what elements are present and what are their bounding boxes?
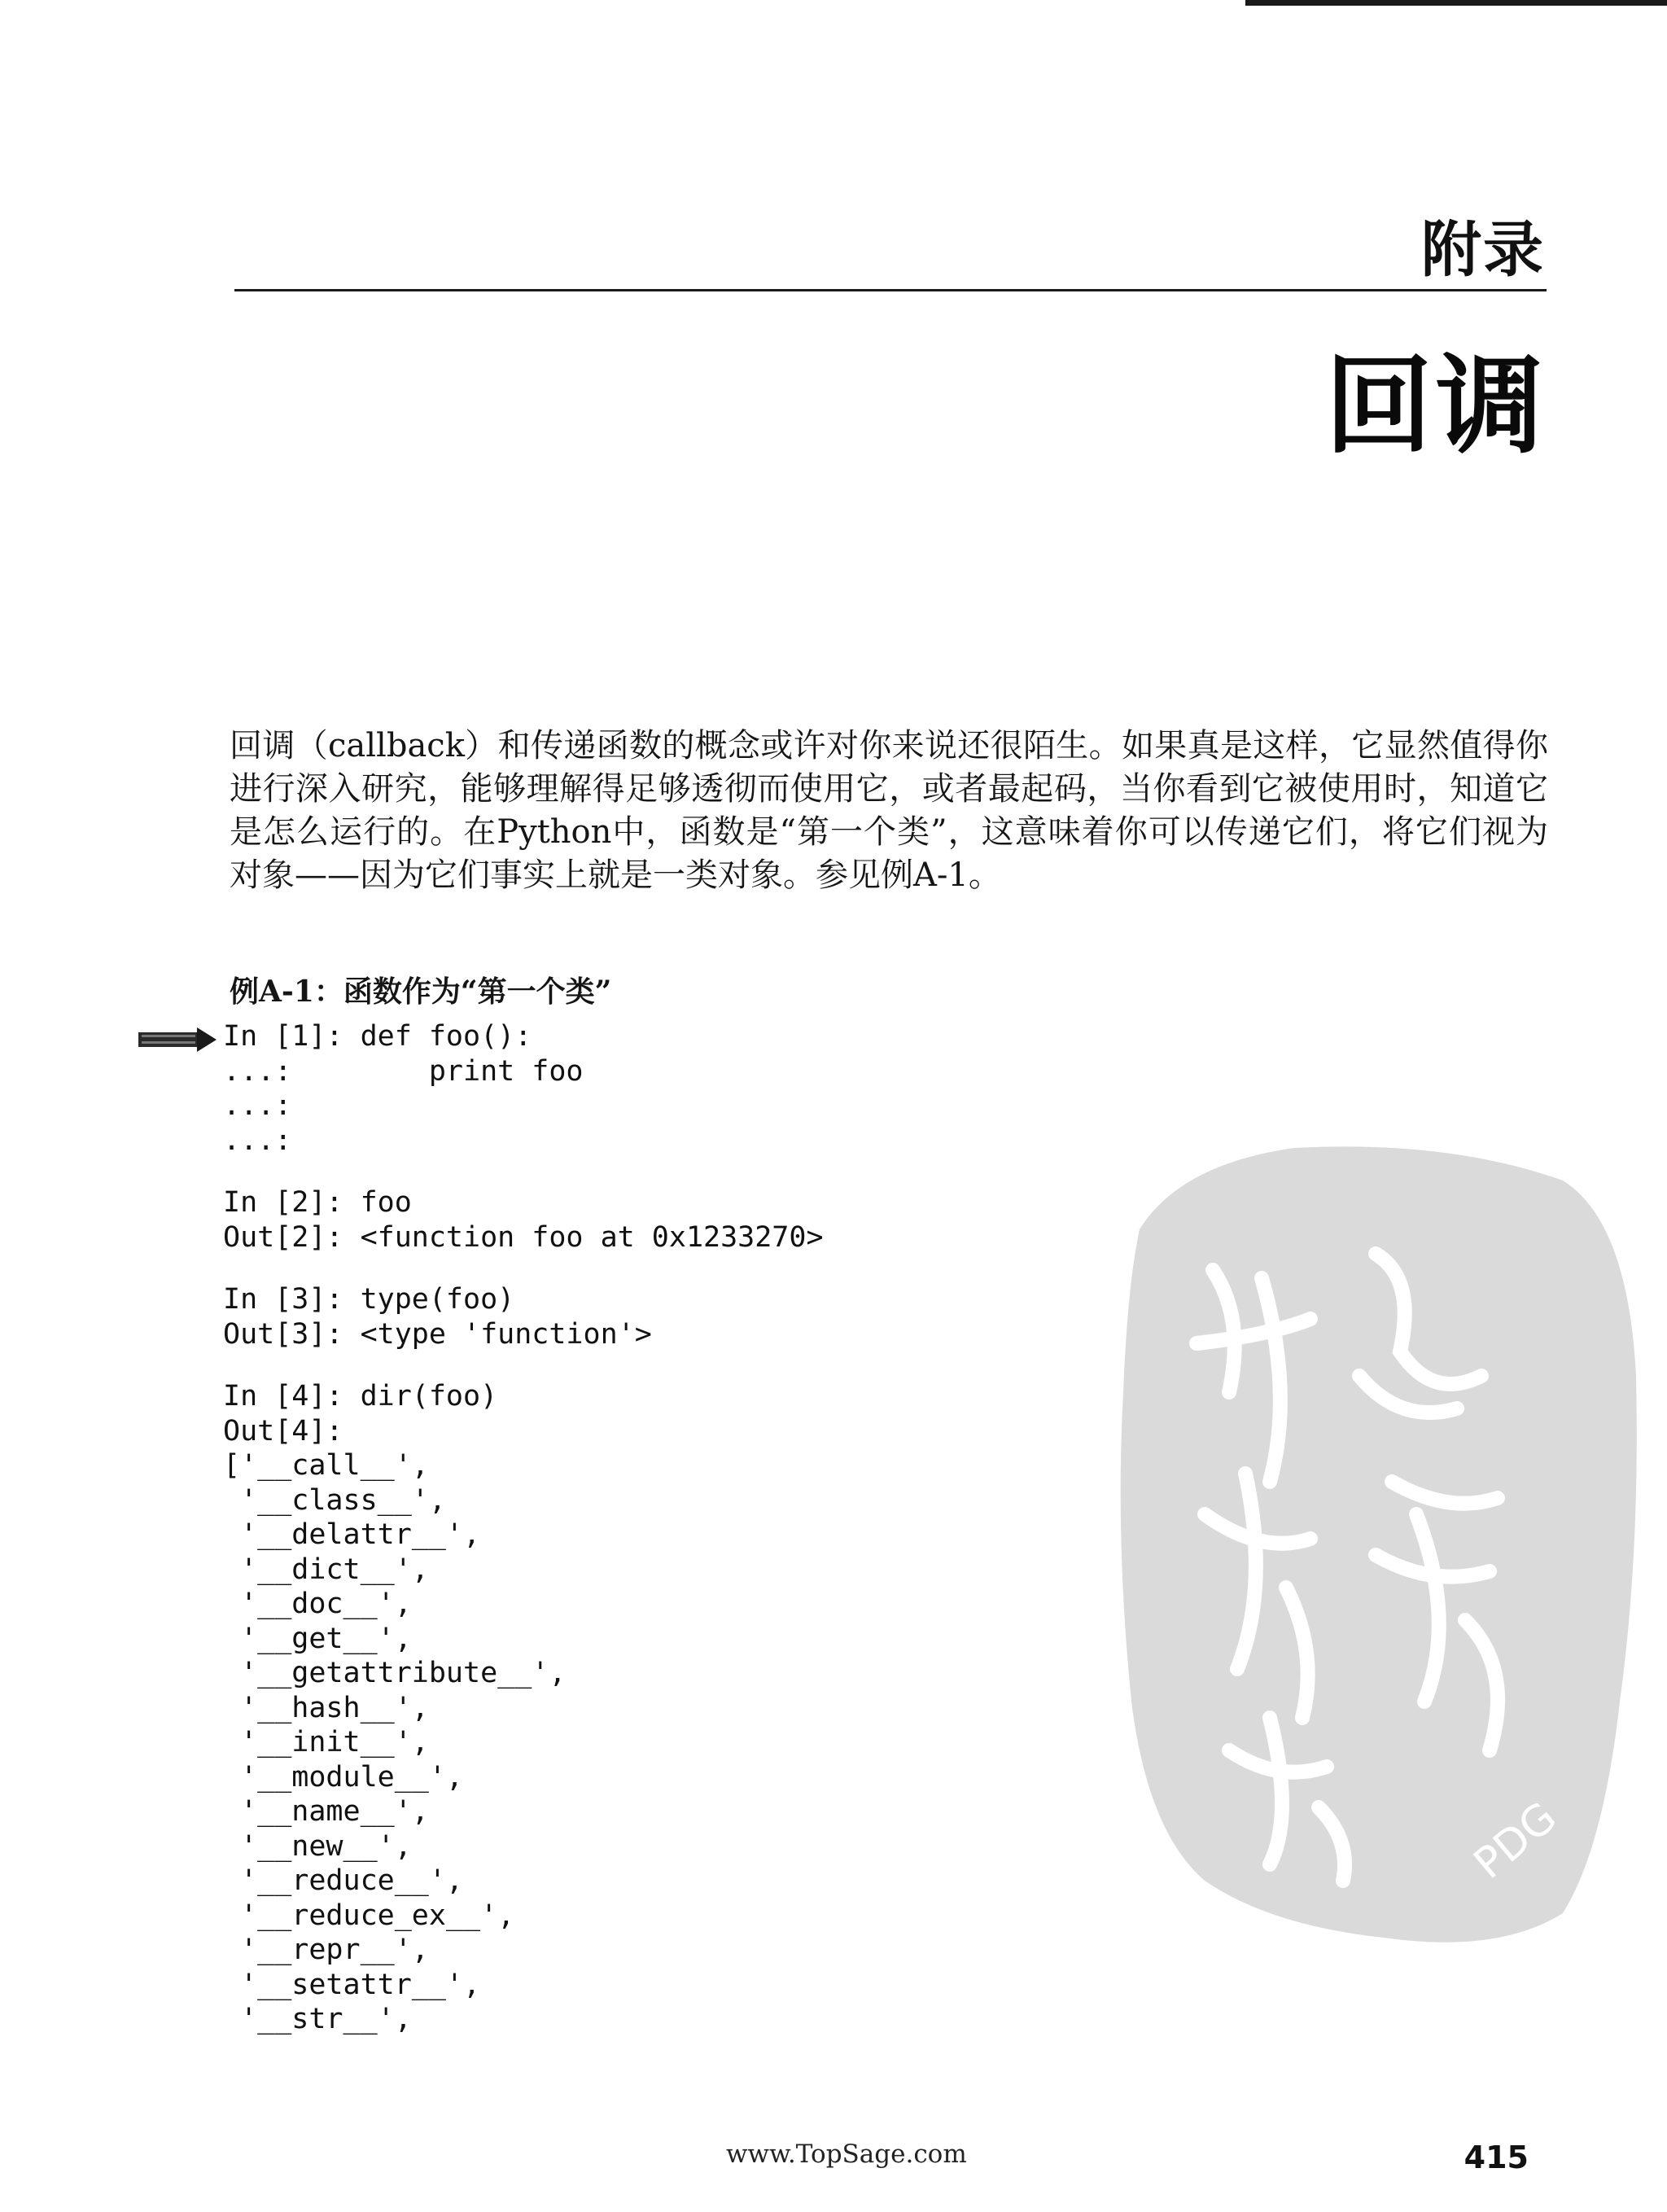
code-line: '__new__', [223,1829,412,1863]
code-line: In [2]: foo [223,1186,412,1219]
page-number: 415 [1464,2140,1529,2175]
code-line: '__reduce__', [223,1864,464,1897]
code-line: '__repr__', [223,1934,429,1966]
code-line: '__name__', [223,1795,429,1828]
code-line: '__setattr__', [223,1968,481,2001]
margin-arrow-icon [137,1026,218,1053]
code-line: '__module__', [223,1760,464,1794]
section-label: 附录 [1421,215,1545,285]
code-line: '__delattr__', [223,1518,481,1551]
code-line: Out[4]: [223,1414,343,1448]
stamp-label: PDG [1464,1793,1566,1889]
intro-paragraph: 回调（callback）和传递函数的概念或许对你来说还很陌生。如果真是这样，它显然值得你进行深入研究，能够理解得足够透彻而使用它，或者最起码，当你看到它被使用时，知道它是怎么运行的。在Python中，函数是“第一个类”，这意味着你可以传递它们，将它们视为对象——因为它们事实上就是一类对象。参见例A-1。 [230,727,1548,894]
code-line: ...: [223,1124,292,1157]
code-line: '__str__', [223,2003,412,2035]
example-caption: 例A-1：函数作为“第一个类” [230,975,612,1009]
code-line: Out[3]: <type 'function'> [223,1317,652,1351]
code-line: '__reduce_ex__', [223,1899,515,1932]
code-line: In [3]: type(foo) [223,1283,515,1316]
code-line: '__dict__', [223,1553,429,1586]
code-line: '__hash__', [223,1691,429,1724]
code-line [223,1255,824,1282]
code-line: In [4]: dir(foo) [223,1380,498,1413]
code-line [223,1158,824,1185]
pdg-seal-stamp [1107,1132,1644,1962]
top-edge-rule [1245,0,1667,6]
code-line: ['__call__', [223,1449,429,1482]
code-line: '__getattribute__', [223,1657,567,1689]
code-line: In [1]: def foo(): [223,1020,532,1053]
code-line [223,1351,824,1379]
code-line: '__class__', [223,1483,446,1517]
code-line: '__get__', [223,1622,412,1655]
footer-url: www.TopSage.com [726,2140,967,2169]
code-line: Out[2]: <function foo at 0x1233270> [223,1220,824,1254]
chapter-title: 回调 [1325,344,1547,469]
title-divider [234,289,1547,291]
code-line: ...: print foo [223,1054,584,1088]
code-block [223,1019,824,2037]
code-line: '__doc__', [223,1588,412,1620]
code-line: '__init__', [223,1726,429,1759]
code-line: ...: [223,1089,292,1122]
